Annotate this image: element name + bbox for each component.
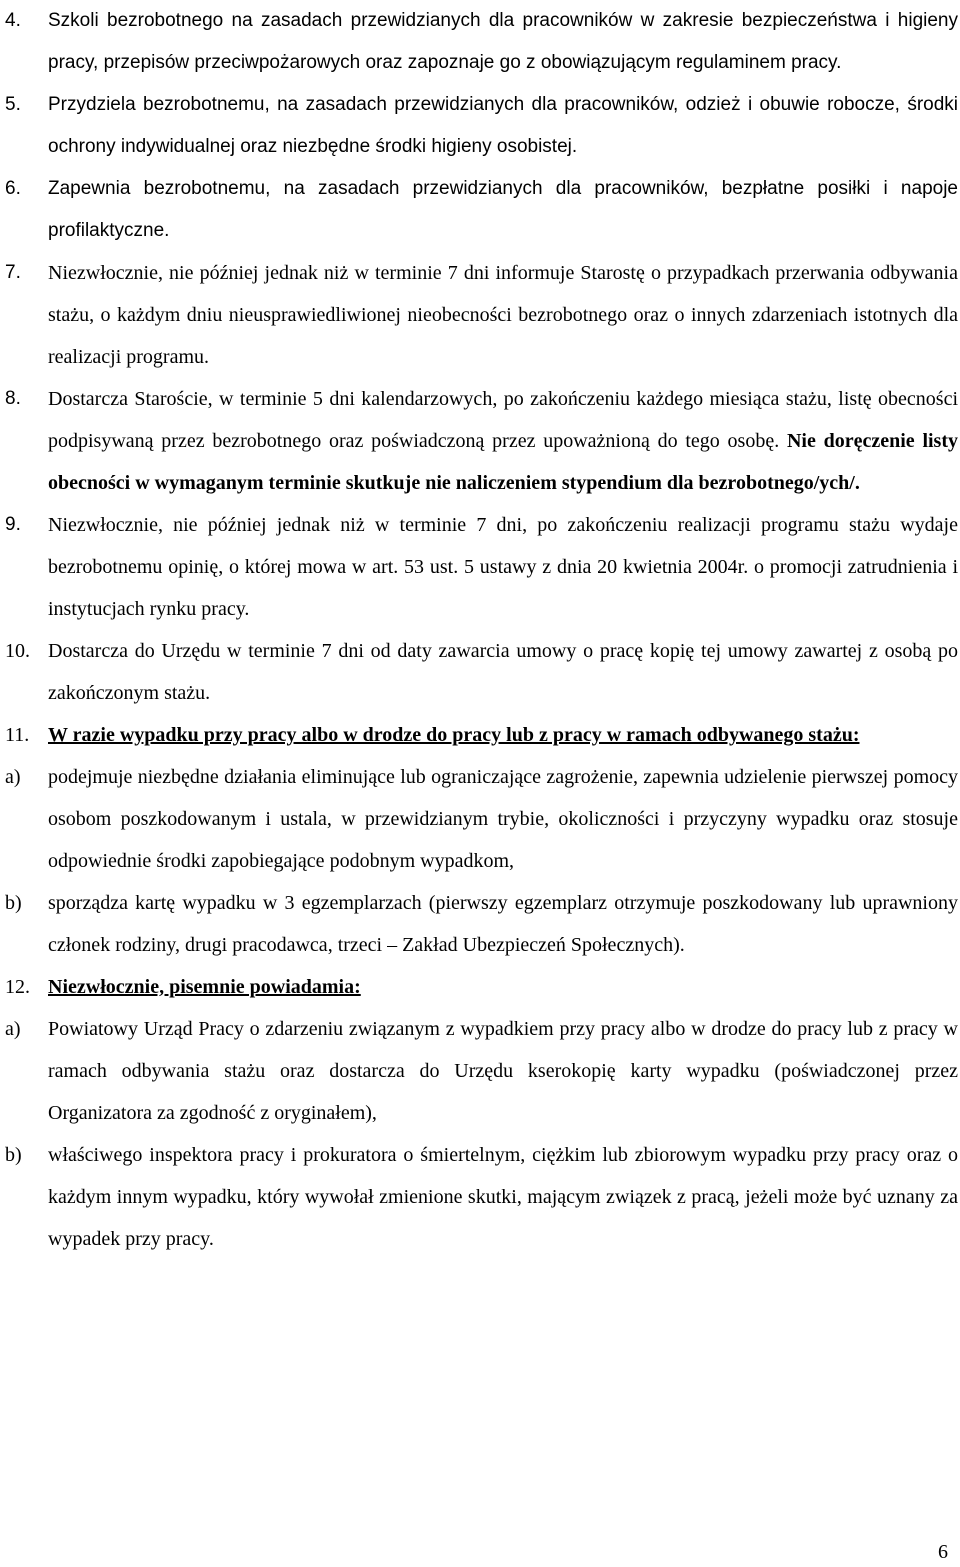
item-number: 7. [5,262,21,283]
item-number: 5. [5,94,21,115]
list-item-5 [0,84,958,168]
item-text: sporządza kartę wypadku w 3 egzemplarzach (pierwszy egzemplarz otrzymuje poszkodowany lub uprawniony członek rodziny, drugi pracodawca, trzeci – Zakład Ubezpieczeń Społecznych). [48,892,958,956]
item-text: Szkoli bezrobotnego na zasadach przewidzianych dla pracowników w zakresie bezpieczeństwa i higieny pracy, przepisów przeciwpożarowych oraz zapoznaje go z obowiązującym regulaminem pracy. [48,10,958,73]
item-letter: a) [5,1018,21,1040]
list-item-8 [0,378,958,504]
item-text: Dostarcza do Urzędu w terminie 7 dni od daty zawarcia umowy o pracę kopię tej umowy zawartej z osobą po zakończonym stażu. [48,640,958,704]
item-number: 8. [5,388,21,409]
item-text: Zapewnia bezrobotnemu, na zasadach przewidzianych dla pracowników, bezpłatne posiłki i napoje profilaktyczne. [48,178,958,241]
item-number: 4. [5,10,21,31]
list-item-12b [0,1134,958,1260]
item-text: podejmuje niezbędne działania eliminujące lub ograniczające zagrożenie, zapewnia udzielenie pierwszej pomocy osobom poszkodowanym i ustala, w przewidzianym trybie, okoliczności i przyczyny wypadku oraz stosuje odpowiednie środki zapobiegające podobnym wypadkom, [48,766,958,872]
item-text: Przydziela bezrobotnemu, na zasadach przewidzianych dla pracowników, odzież i obuwie robocze, środki ochrony indywidualnej oraz niezbędne środki higieny osobistej. [48,94,958,157]
item-number: 12. [5,976,30,998]
list-item-12 [0,966,958,1008]
list-item-6 [0,168,958,252]
item-number: 9. [5,514,21,535]
item-number: 11. [5,724,30,746]
item-text: właściwego inspektora pracy i prokuratora o śmiertelnym, ciężkim lub zbiorowym wypadku przy pracy oraz o każdym innym wypadku, który wywołał zmienione skutki, mającym związek z pracą, jeżeli może być uznany za wypadek przy pracy. [48,1144,958,1250]
list-item-10 [0,630,958,714]
item-bold-text: Nie doręczenie listy obecności w wymaganym terminie skutkuje nie naliczeniem stypendium dla bezrobotnego/ych/. [48,430,958,494]
item-letter: b) [5,892,22,914]
item-number: 10. [5,640,30,662]
list-item-11 [0,714,958,756]
item-number: 6. [5,178,21,199]
item-text: Dostarcza Staroście, w terminie 5 dni kalendarzowych, po zakończeniu każdego miesiąca stażu, listę obecności podpisywaną przez bezrobotnego oraz poświadczoną przez upoważnioną do tego osobę. [48,388,958,452]
page-number: 6 [938,1541,948,1563]
item-letter: a) [5,766,21,788]
list-item-9 [0,504,958,630]
item-text: Niezwłocznie, nie później jednak niż w terminie 7 dni informuje Starostę o przypadkach przerwania odbywania stażu, o każdym dniu nieusprawiedliwionej nieobecności bezrobotnego oraz o innych zdarzeniach istotnych dla realizacji programu. [48,262,958,368]
item-text: Powiatowy Urząd Pracy o zdarzeniu związanym z wypadkiem przy pracy albo w drodze do pracy lub z pracy w ramach odbywania stażu oraz dostarcza do Urzędu kserokopię karty wypadku (poświadczonej przez Organizatora za zgodność z oryginałem), [48,1018,958,1124]
list-item-11a [0,756,958,882]
list-item-12a [0,1008,958,1134]
list-item-4 [0,0,958,84]
item-text: Niezwłocznie, nie później jednak niż w terminie 7 dni, po zakończeniu realizacji programu stażu wydaje bezrobotnemu opinię, o której mowa w art. 53 ust. 5 ustawy z dnia 20 kwietnia 2004r. o promocji zatrudnienia i instytucjach rynku pracy. [48,514,958,620]
list-item-11b [0,882,958,966]
item-heading: Niezwłocznie, pisemnie powiadamia: [48,976,361,998]
item-letter: b) [5,1144,22,1166]
item-heading: W razie wypadku przy pracy albo w drodze do pracy lub z pracy w ramach odbywanego stażu: [48,724,860,746]
list-item-7 [0,252,958,378]
